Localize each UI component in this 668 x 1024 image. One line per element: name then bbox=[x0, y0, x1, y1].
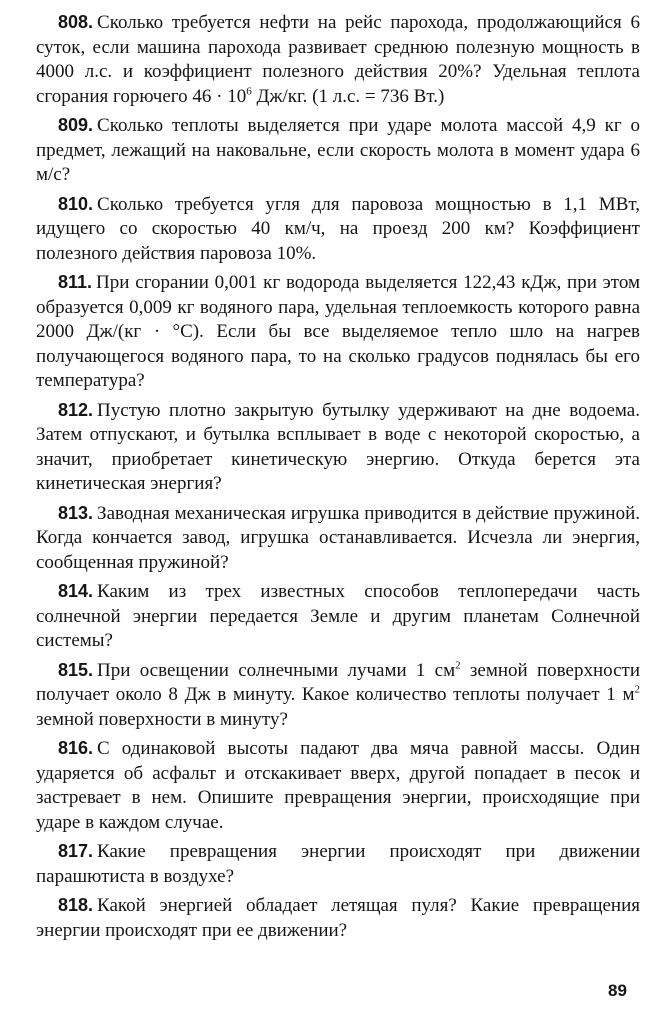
problem-text: Сколько требуется угля для паровоза мощностью в 1,1 МВт, идущего со скоростью 40 км/ч, на проезд 200 км? Коэффициент полезного действия паровоза 10%. bbox=[36, 193, 640, 264]
problem-text: При освещении солнечными лучами 1 см bbox=[97, 659, 456, 681]
problem-811 bbox=[36, 270, 640, 394]
exponent: 2 bbox=[455, 659, 461, 672]
problem-text: Какой энергией обладает летящая пуля? Какие превращения энергии происходят при ее движении? bbox=[36, 895, 640, 941]
problem-number: 815. bbox=[58, 659, 94, 680]
textbook-page bbox=[36, 10, 640, 947]
problem-number: 809. bbox=[58, 115, 94, 135]
problem-number: 813. bbox=[58, 502, 94, 523]
problem-number: 810. bbox=[58, 193, 94, 214]
problem-number: 816. bbox=[58, 738, 94, 758]
problem-text: Пустую плотно закрытую бутылку удерживают на дне водоема. Затем отпускают, и бутылка всплывает в воде с некоторой скоростью, а значит, приобретает кинетическую энергию. Откуда берется эта кинетическая энергия? bbox=[36, 399, 640, 494]
problem-text: Заводная механическая игрушка приводится в действие пружиной. Когда кончается завод, игрушка останавливается. Исчезла ли энергия, сообщенная пружиной? bbox=[36, 502, 640, 573]
exponent: 2 bbox=[634, 683, 640, 696]
problem-812 bbox=[36, 398, 640, 497]
problem-number: 814. bbox=[58, 581, 94, 601]
problem-818 bbox=[36, 893, 640, 943]
problem-810 bbox=[36, 192, 640, 267]
problem-text: С одинаковой высоты падают два мяча равной массы. Один ударяется об асфальт и отскакивает вверх, другой попадает в песок и застревает в нем. Опишите превращения энергии, происходящие при ударе в каждом случае. bbox=[36, 738, 640, 833]
problem-814 bbox=[36, 579, 640, 654]
problem-text: Каким из трех известных способов теплопередачи часть солнечной энергии передается Земле и другим планетам Солнечной системы? bbox=[36, 581, 640, 651]
problem-813 bbox=[36, 501, 640, 576]
exponent: 6 bbox=[246, 85, 252, 98]
problem-817 bbox=[36, 839, 640, 889]
problem-text: Сколько требуется нефти на рейс парохода, продолжающийся 6 суток, если машина парохода развивает среднюю полезную мощность в 4000 л.с. и коэффициент полезного действия 20%? Удельная теплота сгорания горючего 46 · 10 bbox=[36, 12, 640, 107]
problem-text: земной поверхности получает около 8 Дж в минуту. Какое количество теплоты получает 1 м bbox=[36, 659, 641, 705]
page-number: 89 bbox=[608, 981, 627, 1000]
problem-text: Сколько теплоты выделяется при ударе молота массой 4,9 кг о предмет, лежащий на наковальне, если скорость молота в момент удара 6 м/с? bbox=[36, 115, 640, 185]
problem-text: Какие превращения энергии происходят при движении парашютиста в воздухе? bbox=[36, 841, 640, 887]
problem-809 bbox=[36, 113, 640, 188]
problem-816 bbox=[36, 736, 640, 835]
problem-808 bbox=[36, 10, 640, 109]
problem-number: 812. bbox=[58, 399, 94, 420]
problem-text: Дж/кг. (1 л.с. = 736 Вт.) bbox=[251, 85, 445, 107]
problem-number: 818. bbox=[58, 895, 94, 915]
problem-number: 817. bbox=[58, 841, 94, 861]
problem-number: 811. bbox=[58, 272, 93, 292]
problem-text: При сгорании 0,001 кг водорода выделяется 122,43 кДж, при этом образуется 0,009 кг водяного пара, удельная теплоемкость которого равна 2000 Дж/(кг · °С). Если бы все выделяемое тепло шло на нагрев получающегося водяного пара, то на сколько градусов поднялась бы его температура? bbox=[36, 272, 640, 391]
problem-number: 808. bbox=[58, 12, 94, 32]
problem-815 bbox=[36, 658, 640, 733]
problem-text: земной поверхности в минуту? bbox=[36, 708, 288, 730]
